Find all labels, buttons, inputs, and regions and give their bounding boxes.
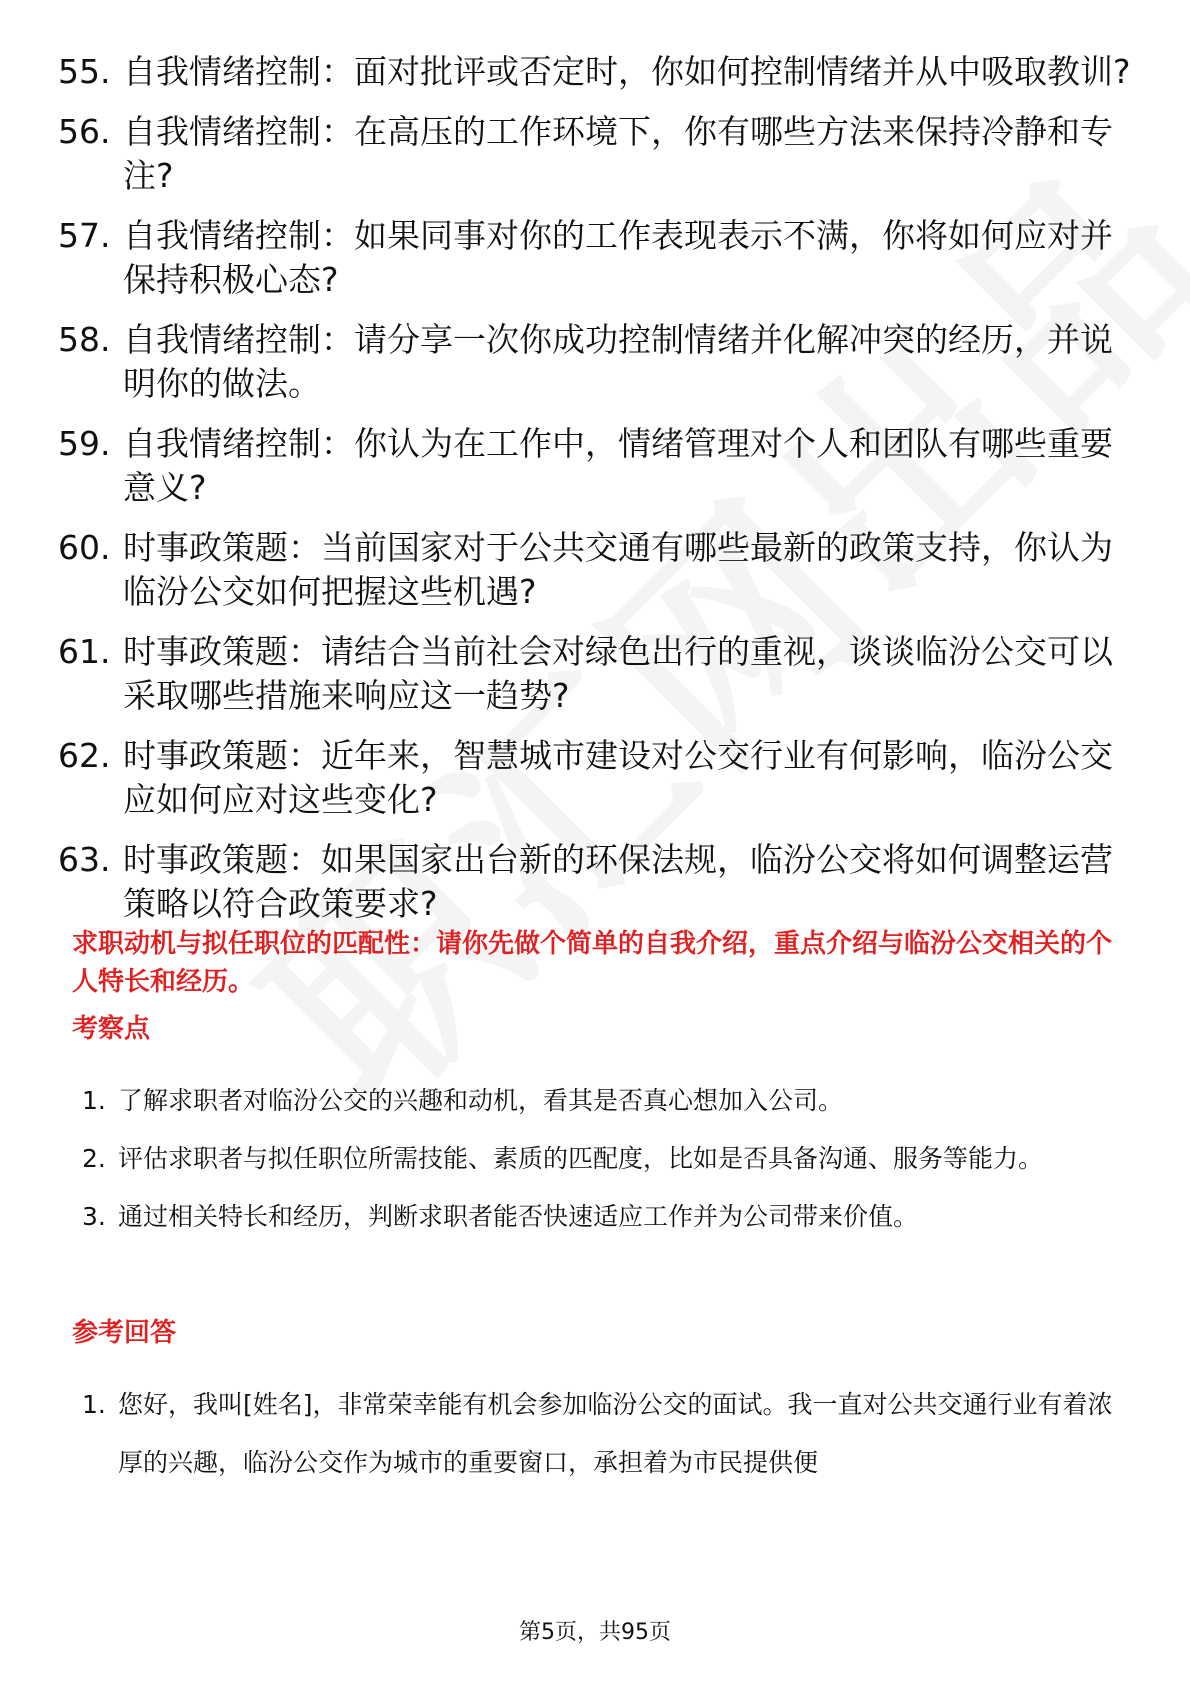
question-number: 55. xyxy=(58,52,111,91)
points-list xyxy=(82,1072,1132,1246)
list-number: 1. xyxy=(82,1086,106,1115)
question-item xyxy=(58,318,1138,406)
highlight-question: 求职动机与拟任职位的匹配性：请你先做个简单的自我介绍，重点介绍与临汾公交相关的个人特长和经历。 xyxy=(72,929,1113,997)
question-number: 57. xyxy=(58,216,111,255)
list-text: 您好，我叫[姓名]，非常荣幸能有机会参加临汾公交的面试。我一直对公共交通行业有着浓厚的兴趣，临汾公交作为城市的重要窗口，承担着为市民提供便 xyxy=(118,1390,1113,1477)
question-item xyxy=(58,50,1138,94)
section-title-points: 考察点 xyxy=(72,1014,151,1044)
question-text: 自我情绪控制：如果同事对你的工作表现表示不满，你将如何应对并保持积极心态? xyxy=(123,216,1113,299)
list-item xyxy=(82,1188,1132,1246)
question-number: 63. xyxy=(58,840,111,879)
list-number: 1. xyxy=(82,1390,106,1419)
question-item xyxy=(58,526,1138,614)
question-text: 时事政策题：如果国家出台新的环保法规，临汾公交将如何调整运营策略以符合政策要求? xyxy=(123,840,1113,923)
question-number: 61. xyxy=(58,632,111,671)
answer-list xyxy=(82,1376,1132,1492)
question-text: 时事政策题：当前国家对于公共交通有哪些最新的政策支持，你认为临汾公交如何把握这些机遇? xyxy=(123,528,1113,611)
list-item xyxy=(82,1072,1132,1130)
page-footer: 第5页，共95页 xyxy=(519,1620,671,1645)
list-item xyxy=(82,1130,1132,1188)
question-text: 自我情绪控制：在高压的工作环境下，你有哪些方法来保持冷静和专注? xyxy=(123,112,1113,195)
question-number: 60. xyxy=(58,528,111,567)
question-number: 56. xyxy=(58,112,111,151)
list-text: 通过相关特长和经历，判断求职者能否快速适应工作并为公司带来价值。 xyxy=(118,1202,919,1231)
question-number: 58. xyxy=(58,320,111,359)
section-title-answer: 参考回答 xyxy=(72,1318,177,1348)
question-number: 59. xyxy=(58,424,111,463)
question-item xyxy=(58,838,1138,926)
question-number: 62. xyxy=(58,736,111,775)
question-list xyxy=(58,50,1138,942)
question-text: 时事政策题：近年来，智慧城市建设对公交行业有何影响，临汾公交应如何应对这些变化? xyxy=(123,736,1113,819)
list-number: 3. xyxy=(82,1202,106,1231)
question-text: 自我情绪控制：面对批评或否定时，你如何控制情绪并从中吸取教训? xyxy=(123,52,1131,91)
question-item xyxy=(58,630,1138,718)
list-number: 2. xyxy=(82,1144,106,1173)
list-text: 了解求职者对临汾公交的兴趣和动机，看其是否真心想加入公司。 xyxy=(118,1086,844,1115)
question-item xyxy=(58,110,1138,198)
question-text: 自我情绪控制：请分享一次你成功控制情绪并化解冲突的经历，并说明你的做法。 xyxy=(123,320,1113,403)
list-item xyxy=(82,1376,1132,1492)
question-item xyxy=(58,734,1138,822)
list-text: 评估求职者与拟任职位所需技能、素质的匹配度，比如是否具备沟通、服务等能力。 xyxy=(118,1144,1044,1173)
question-text: 时事政策题：请结合当前社会对绿色出行的重视，谈谈临汾公交可以采取哪些措施来响应这一趋势? xyxy=(123,632,1113,715)
question-item xyxy=(58,422,1138,510)
question-text: 自我情绪控制：你认为在工作中，情绪管理对个人和团队有哪些重要意义? xyxy=(123,424,1113,507)
question-item xyxy=(58,214,1138,302)
